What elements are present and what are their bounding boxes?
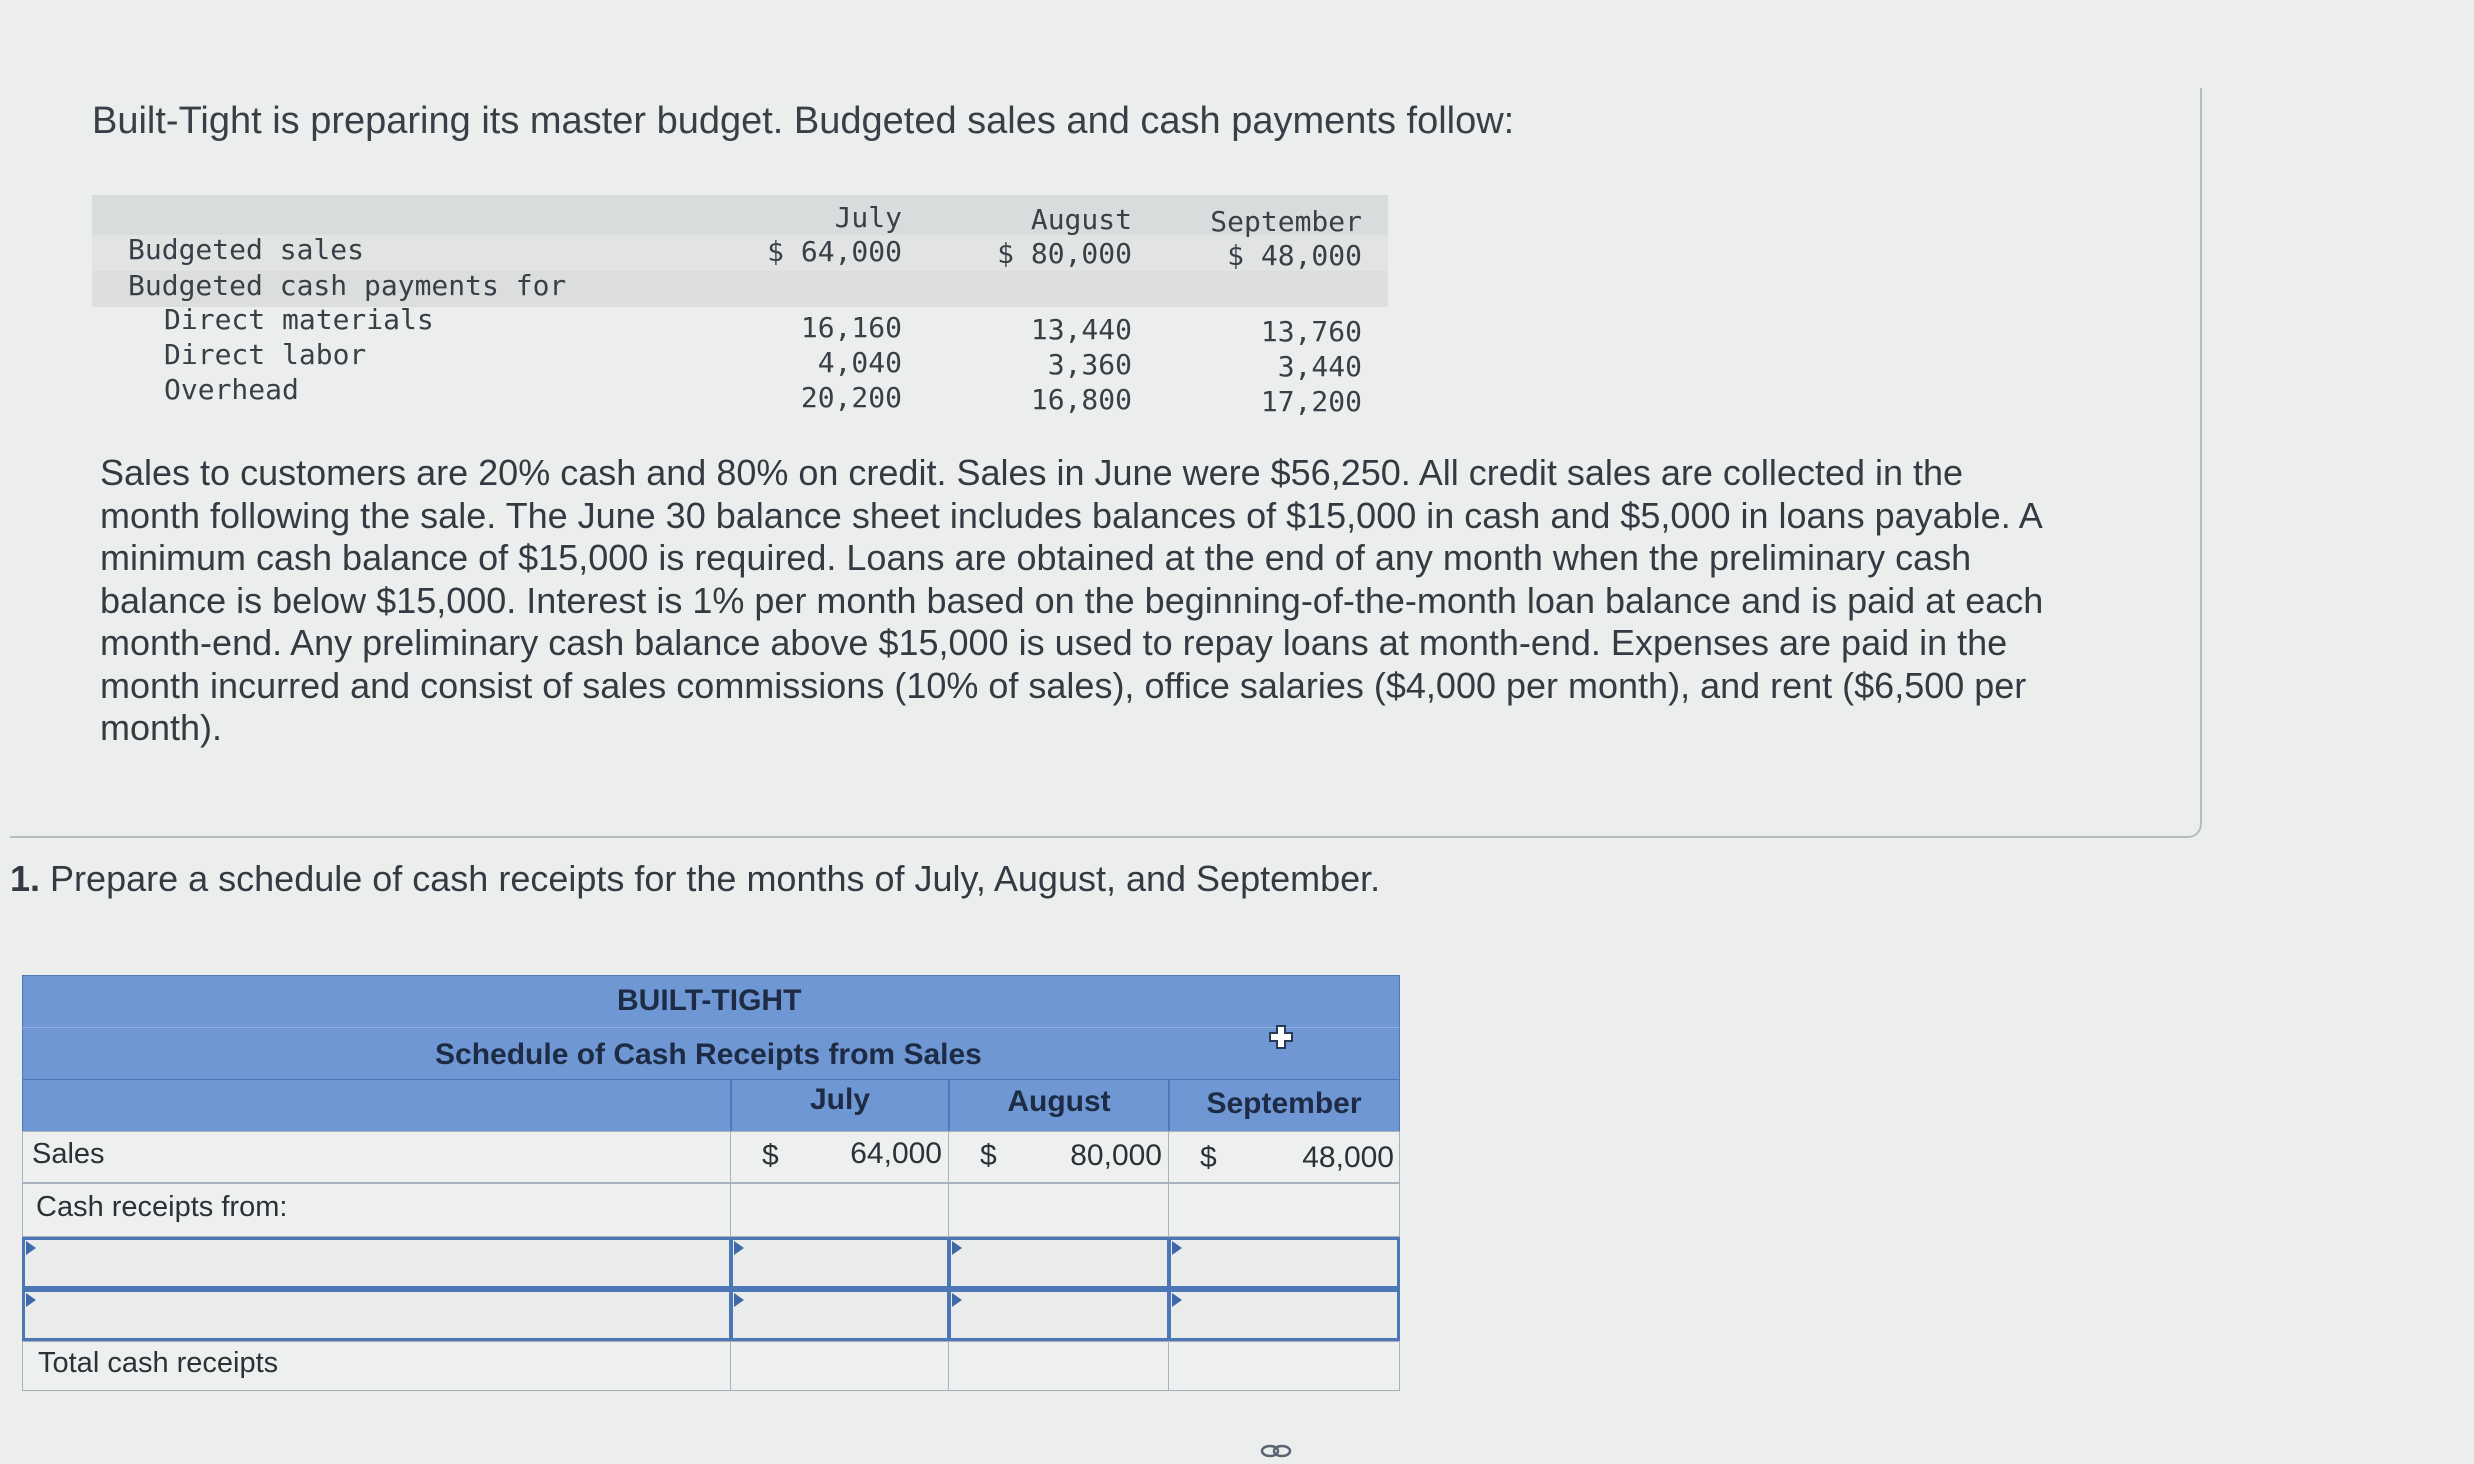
sales-row-label-cell: [22, 1131, 732, 1183]
question-prompt: [10, 858, 1380, 900]
budgeted-sales-september: $ 48,000: [1227, 239, 1362, 272]
direct-materials-august: 13,440: [1030, 313, 1132, 346]
cash-receipts-from-label: Cash receipts from:: [36, 1191, 288, 1223]
direct-labor-july: 4,040: [817, 346, 902, 379]
paragraph-line: month following the sale. The June 30 balance sheet includes balances of $15,000 in cash and $5,000 in loans payable. A: [100, 494, 2043, 536]
dropdown-marker-icon: [26, 1293, 36, 1307]
receipt-source-input-1[interactable]: [22, 1237, 732, 1289]
receipt-august-input-2[interactable]: [948, 1289, 1170, 1341]
plus-icon[interactable]: [1268, 1024, 1294, 1050]
schedule-company-band: [22, 975, 1400, 1029]
dropdown-marker-icon: [952, 1293, 962, 1307]
direct-labor-september: 3,440: [1277, 350, 1362, 383]
currency-symbol: $: [762, 1139, 779, 1172]
sales-july-value: 64,000: [850, 1137, 942, 1170]
direct-labor-august: 3,360: [1047, 348, 1132, 381]
receipt-august-input-1[interactable]: [948, 1237, 1170, 1289]
paragraph-line: month).: [100, 707, 223, 748]
cash-receipts-july-cell: [730, 1183, 950, 1237]
budgeted-sales-july: $ 64,000: [767, 235, 902, 268]
given-col-august: August: [1030, 203, 1132, 236]
dropdown-marker-icon: [734, 1241, 744, 1255]
dropdown-marker-icon: [952, 1241, 962, 1255]
dropdown-marker-icon: [1172, 1293, 1182, 1307]
dropdown-marker-icon: [1172, 1241, 1182, 1255]
currency-symbol: $: [1200, 1141, 1217, 1174]
receipt-july-input-2[interactable]: [730, 1289, 950, 1341]
sales-label: Sales: [32, 1138, 105, 1170]
cash-receipts-september-cell: [1168, 1183, 1400, 1237]
total-july-cell[interactable]: [730, 1341, 950, 1391]
receipt-source-input-2[interactable]: [22, 1289, 732, 1341]
given-col-september: September: [1210, 205, 1362, 238]
receipt-september-input-2[interactable]: [1168, 1289, 1400, 1341]
overhead-label: Overhead: [164, 373, 299, 406]
paragraph-line: month incurred and consist of sales commissions (10% of sales), office salaries ($4,000 per month), and rent ($6,500 per: [100, 664, 2027, 706]
schedule-company-name: BUILT-TIGHT: [617, 984, 802, 1017]
overhead-august: 16,800: [1030, 383, 1132, 416]
question-number: 1.: [10, 858, 41, 899]
direct-materials-july: 16,160: [800, 311, 902, 344]
problem-paragraph: [100, 452, 2130, 750]
sales-august-value: 80,000: [1070, 1139, 1162, 1172]
schedule-title-band: [22, 1027, 1400, 1081]
direct-materials-september: 13,760: [1260, 315, 1362, 348]
cash-payments-label: Budgeted cash payments for: [128, 269, 567, 302]
schedule-title: Schedule of Cash Receipts from Sales: [435, 1038, 982, 1071]
dropdown-marker-icon: [734, 1293, 744, 1307]
cash-receipts-august-cell: [948, 1183, 1170, 1237]
direct-materials-label: Direct materials: [164, 303, 434, 336]
budgeted-sales-august: $ 80,000: [997, 237, 1132, 270]
budgeted-sales-label: Budgeted sales: [128, 233, 365, 266]
dropdown-marker-icon: [26, 1241, 36, 1255]
schedule-col-september: September: [1206, 1087, 1362, 1120]
total-cash-receipts-label: Total cash receipts: [38, 1347, 279, 1379]
given-data-table: [92, 195, 1392, 425]
paragraph-line: minimum cash balance of $15,000 is required. Loans are obtained at the end of any month when the preliminary cash: [100, 537, 1972, 578]
schedule-col-july: July: [809, 1083, 871, 1116]
overhead-july: 20,200: [800, 381, 902, 414]
cash-receipts-schedule: [22, 975, 1400, 1390]
link-icon[interactable]: [1258, 1440, 1294, 1462]
overhead-september: 17,200: [1260, 385, 1362, 418]
paragraph-line: month-end. Any preliminary cash balance above $15,000 is used to repay loans at month-end. Expenses are paid in the: [100, 622, 2008, 663]
question-text: Prepare a schedule of cash receipts for the months of July, August, and September.: [50, 858, 1381, 899]
receipt-july-input-1[interactable]: [730, 1237, 950, 1289]
paragraph-line: balance is below $15,000. Interest is 1% per month based on the beginning-of-the-month loan balance and is paid at each: [100, 579, 2044, 621]
given-col-july: July: [834, 201, 902, 234]
total-august-cell[interactable]: [948, 1341, 1170, 1391]
intro-text: Built-Tight is preparing its master budget. Budgeted sales and cash payments follow:: [92, 100, 1515, 142]
total-september-cell[interactable]: [1168, 1341, 1400, 1391]
sales-september-value: 48,000: [1302, 1141, 1394, 1174]
currency-symbol: $: [980, 1139, 997, 1172]
schedule-col-august: August: [1007, 1085, 1111, 1118]
paragraph-line: Sales to customers are 20% cash and 80% on credit. Sales in June were $56,250. All credit sales are collected in the: [100, 452, 1964, 493]
direct-labor-label: Direct labor: [164, 338, 367, 371]
receipt-september-input-1[interactable]: [1168, 1237, 1400, 1289]
